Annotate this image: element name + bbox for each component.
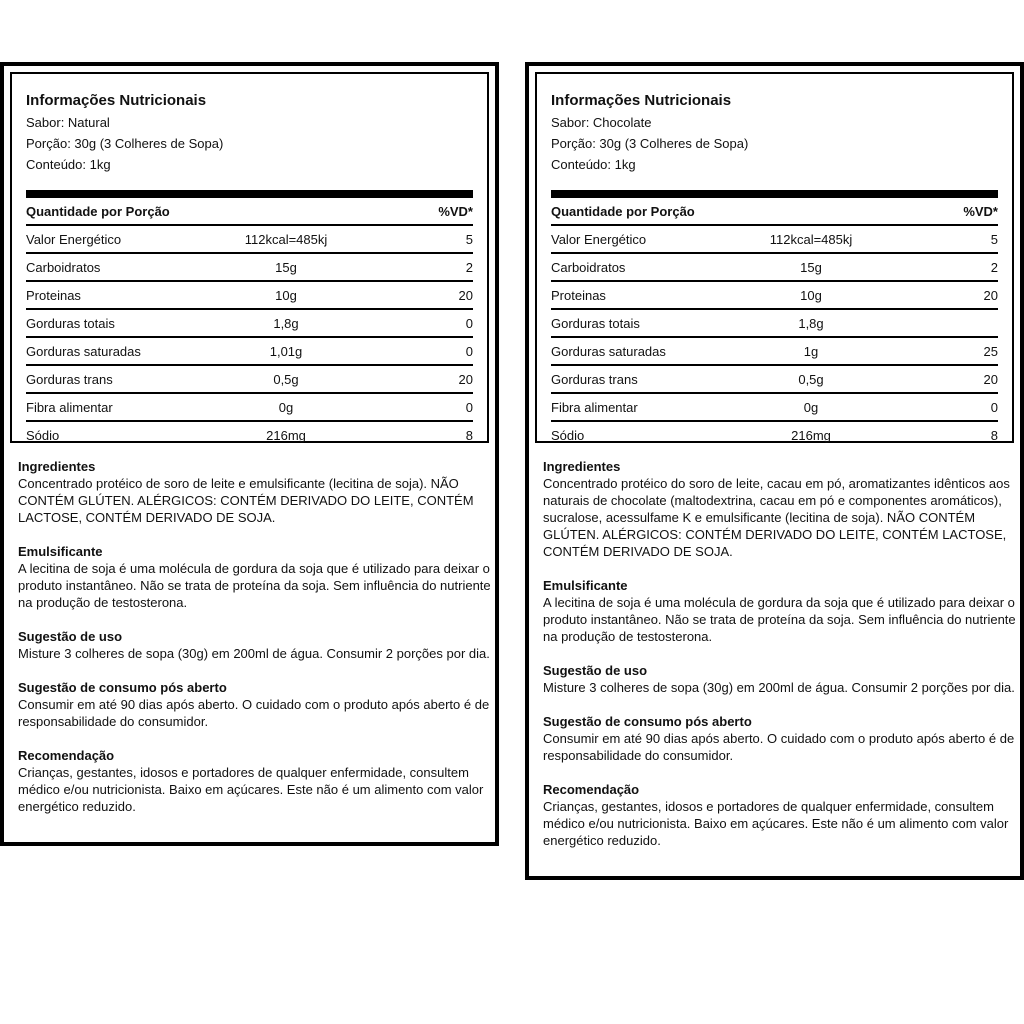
nutrient-amount: 112kcal=485kj <box>769 232 853 247</box>
label-panel-chocolate <box>525 62 1024 880</box>
nutrient-vd: 0 <box>465 400 473 415</box>
section-title: Recomendação <box>18 748 115 763</box>
section-title: Recomendação <box>543 782 640 797</box>
section-body: Consumir em até 90 dias após aberto. O cuidado com o produto após aberto é de responsabilidade do consumidor. <box>543 731 1015 763</box>
section-usage <box>18 628 493 662</box>
section-body: A lecitina de soja é uma molécula de gordura da soja que é utilizado para deixar o produto instantâneo. Não se trata de proteína da soja. Sem influência do nutriente na produção de testosterona. <box>543 595 1016 644</box>
section-after-opening <box>18 679 493 730</box>
section-title: Ingredientes <box>543 459 621 474</box>
facts-flavor: Sabor: Natural <box>26 115 110 130</box>
nutrient-vd: 8 <box>465 428 473 443</box>
section-body: Crianças, gestantes, idosos e portadores de qualquer enfermidade, consultem médico e/ou nutricionista. Baixo em açúcares. Este não é um alimento com valor energético reduzido. <box>543 799 1009 848</box>
nutrient-amount: 1g <box>803 344 819 359</box>
section-title: Emulsificante <box>18 544 103 559</box>
nutrient-name: Proteinas <box>26 288 81 303</box>
facts-row <box>26 338 473 366</box>
label-text-block <box>543 458 1018 866</box>
section-title: Sugestão de consumo pós aberto <box>18 680 227 695</box>
facts-header-row <box>26 198 473 226</box>
nutrient-vd: 8 <box>990 428 998 443</box>
nutrient-amount: 216mg <box>266 428 306 443</box>
section-after-opening <box>543 713 1018 764</box>
header-quantity: Quantidade por Porção <box>551 204 695 219</box>
nutrient-amount: 10g <box>800 288 822 303</box>
facts-row <box>551 366 998 394</box>
facts-row <box>26 366 473 394</box>
thick-divider <box>26 190 473 198</box>
facts-row <box>551 338 998 366</box>
section-title: Sugestão de uso <box>18 629 123 644</box>
nutrient-name: Gorduras totais <box>26 316 115 331</box>
nutrient-amount: 1,01g <box>269 344 303 359</box>
facts-row <box>551 394 998 422</box>
section-body: Misture 3 colheres de sopa (30g) em 200ml de água. Consumir 2 porções por dia. <box>543 680 1015 695</box>
section-title: Emulsificante <box>543 578 628 593</box>
section-title: Ingredientes <box>18 459 96 474</box>
nutrient-name: Gorduras saturadas <box>26 344 141 359</box>
facts-title: Informações Nutricionais <box>551 92 732 109</box>
facts-row <box>26 394 473 422</box>
facts-serving: Porção: 30g (3 Colheres de Sopa) <box>551 136 749 151</box>
label-panel-natural <box>0 62 499 846</box>
nutrient-name: Fibra alimentar <box>551 400 638 415</box>
nutrient-vd: 5 <box>465 232 473 247</box>
nutrient-name: Sódio <box>26 428 60 443</box>
nutrient-name: Proteinas <box>551 288 606 303</box>
nutrient-name: Gorduras saturadas <box>551 344 666 359</box>
nutrient-amount: 15g <box>800 260 822 275</box>
facts-serving: Porção: 30g (3 Colheres de Sopa) <box>26 136 224 151</box>
section-emulsifier <box>18 543 493 611</box>
facts-content: Conteúdo: 1kg <box>551 157 636 172</box>
nutrient-amount: 0,5g <box>798 372 824 387</box>
nutrient-name: Gorduras totais <box>551 316 640 331</box>
facts-row <box>551 282 998 310</box>
nutrient-amount: 0,5g <box>273 372 299 387</box>
nutrient-vd: 0 <box>990 400 998 415</box>
nutrient-amount: 1,8g <box>273 316 299 331</box>
section-title: Sugestão de consumo pós aberto <box>543 714 752 729</box>
facts-row <box>26 226 473 254</box>
section-recommendation <box>543 781 1018 849</box>
facts-row <box>26 254 473 282</box>
section-ingredients <box>543 458 1018 560</box>
nutrient-vd: 20 <box>458 372 473 387</box>
section-body: Concentrado protéico do soro de leite, cacau em pó, aromatizantes idênticos aos naturais de chocolate (maltodextrina, cacau em pó e componentes aromáticos), sucralose, acessulfame K e emulsificante (lecitina de soja). NÃO CONTÉM GLÚTEN. ALÉRGICOS: CONTÉM DERIVADO DO LEITE, CONTÉM LACTOSE, CONTÉM DERIVADO DE SOJA. <box>543 476 1010 559</box>
facts-row <box>26 422 473 448</box>
nutrient-vd: 5 <box>990 232 998 247</box>
nutrient-amount: 0g <box>803 400 819 415</box>
nutrient-name: Carboidratos <box>26 260 101 275</box>
nutrient-name: Fibra alimentar <box>26 400 113 415</box>
facts-row <box>26 282 473 310</box>
facts-title: Informações Nutricionais <box>26 92 207 109</box>
nutrient-name: Gorduras trans <box>26 372 113 387</box>
facts-content: Conteúdo: 1kg <box>26 157 111 172</box>
facts-row <box>551 254 998 282</box>
facts-row <box>26 310 473 338</box>
nutrient-name: Gorduras trans <box>551 372 638 387</box>
header-vd: %VD* <box>438 204 473 219</box>
header-quantity: Quantidade por Porção <box>26 204 170 219</box>
facts-row <box>551 226 998 254</box>
section-body: Consumir em até 90 dias após aberto. O cuidado com o produto após aberto é de responsabilidade do consumidor. <box>18 697 490 729</box>
nutrient-name: Sódio <box>551 428 585 443</box>
nutrition-facts-box <box>10 72 489 443</box>
section-title: Sugestão de uso <box>543 663 648 678</box>
section-body: Crianças, gestantes, idosos e portadores de qualquer enfermidade, consultem médico e/ou nutricionista. Baixo em açúcares. Este não é um alimento com valor energético reduzido. <box>18 765 484 814</box>
section-ingredients <box>18 458 493 526</box>
nutrient-amount: 10g <box>275 288 297 303</box>
nutrient-vd: 20 <box>983 288 998 303</box>
nutrient-amount: 0g <box>278 400 294 415</box>
facts-flavor: Sabor: Chocolate <box>551 115 652 130</box>
section-body: Concentrado protéico de soro de leite e emulsificante (lecitina de soja). NÃO CONTÉM GLÚTEN. ALÉRGICOS: CONTÉM DERIVADO DO LEITE, CONTÉM LACTOSE, CONTÉM DERIVADO DE SOJA. <box>18 476 474 525</box>
nutrient-amount: 15g <box>275 260 297 275</box>
facts-row <box>551 422 998 448</box>
nutrient-vd: 2 <box>465 260 473 275</box>
facts-header-row <box>551 198 998 226</box>
nutrient-amount: 112kcal=485kj <box>244 232 328 247</box>
nutrient-vd: 20 <box>983 372 998 387</box>
section-recommendation <box>18 747 493 815</box>
nutrient-amount: 216mg <box>791 428 831 443</box>
thick-divider <box>551 190 998 198</box>
nutrient-name: Carboidratos <box>551 260 626 275</box>
section-body: A lecitina de soja é uma molécula de gordura da soja que é utilizado para deixar o produto instantâneo. Não se trata de proteína da soja. Sem influência do nutriente na produção de testosterona. <box>18 561 491 610</box>
section-usage <box>543 662 1018 696</box>
header-vd: %VD* <box>963 204 998 219</box>
facts-row <box>551 310 998 338</box>
nutrient-vd: 20 <box>458 288 473 303</box>
section-body: Misture 3 colheres de sopa (30g) em 200ml de água. Consumir 2 porções por dia. <box>18 646 490 661</box>
label-text-block <box>18 458 493 832</box>
nutrient-vd: 0 <box>465 344 473 359</box>
nutrient-vd: 0 <box>465 316 473 331</box>
section-emulsifier <box>543 577 1018 645</box>
nutrition-facts-box <box>535 72 1014 443</box>
nutrient-name: Valor Energético <box>551 232 647 247</box>
nutrient-vd: 25 <box>983 344 998 359</box>
nutrient-name: Valor Energético <box>26 232 122 247</box>
nutrient-amount: 1,8g <box>798 316 824 331</box>
nutrient-vd: 2 <box>990 260 998 275</box>
